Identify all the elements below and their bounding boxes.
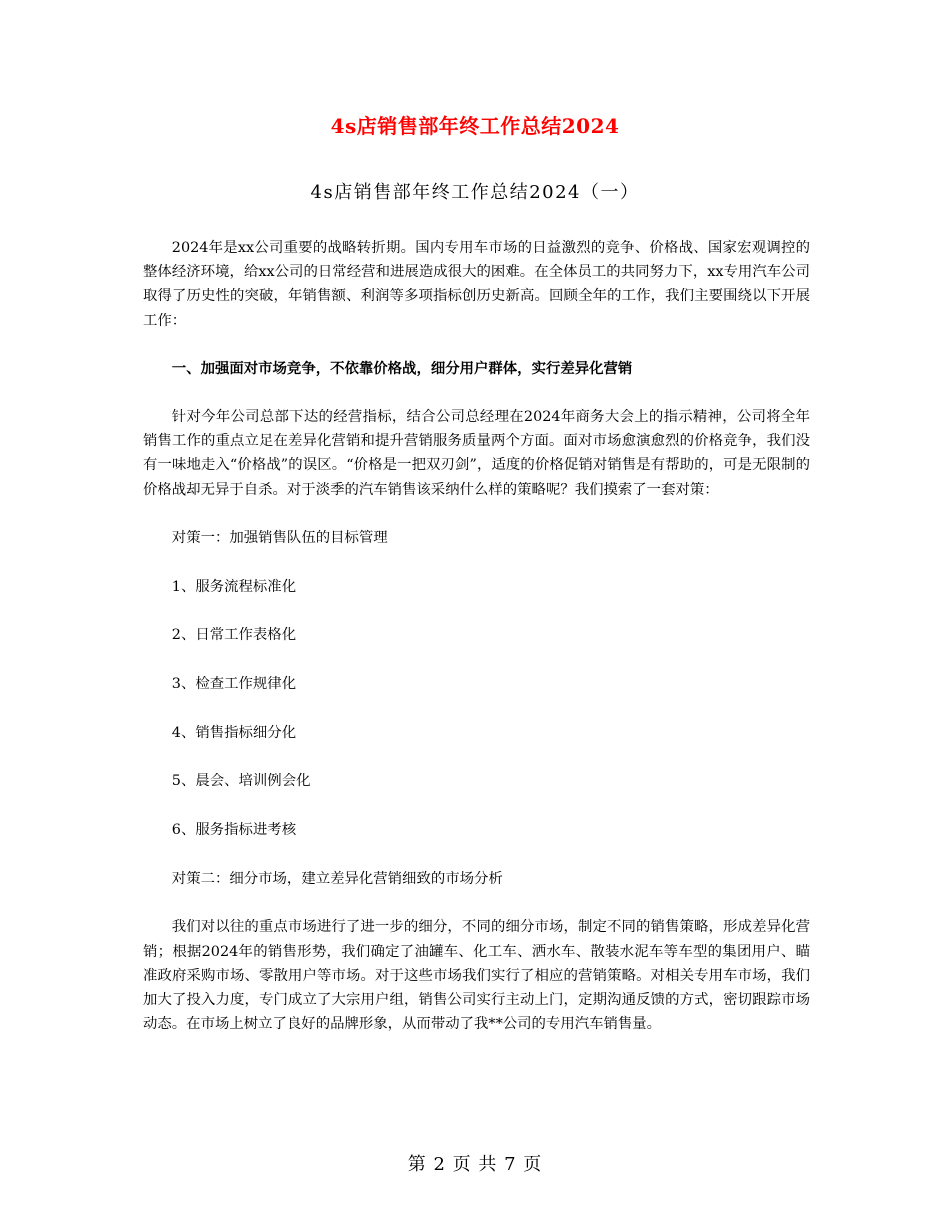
list-item: 4、销售指标细分化 xyxy=(171,724,297,741)
intro-paragraph: 2024年是xx公司重要的战略转折期。国内专用车市场的日益激烈的竞争、价格战、国家宏观调控的整体经济环境，给xx公司的日常经营和进展造成很大的困难。在全体员工的共同努力下，xx专用汽车公司取得了历史性的突破，年销售额、利润等多项指标创历史新高。回顾全年的工作，我们主要围绕以下开展工作： xyxy=(143,240,810,329)
list-item: 5、晨会、培训例会化 xyxy=(171,773,311,790)
list-item: 2、日常工作表格化 xyxy=(171,627,297,644)
section-body-paragraph: 针对今年公司总部下达的经营指标，结合公司总经理在2024年商务大会上的指示精神，公司将全年销售工作的重点立足在差异化营销和提升营销服务质量两个方面。面对市场愈演愈烈的价格竞争，我们没有一味地走入“价格战”的误区。“价格是一把双刃剑”，适度的价格促销对销售是有帮助的，可是无限制的价格战却无异于自杀。对于淡季的汽车销售该采纳什么样的策略呢？我们摸索了一套对策： xyxy=(143,409,810,498)
document-body xyxy=(143,236,810,1036)
strategy-heading: 对策二：细分市场，建立差异化营销细致的市场分析 xyxy=(171,870,503,887)
strategy-heading: 对策一：加强销售队伍的目标管理 xyxy=(171,529,388,546)
document-title: 4s店销售部年终工作总结2024 xyxy=(330,114,620,138)
closing-paragraph: 我们对以往的重点市场进行了进一步的细分，不同的细分市场，制定不同的销售策略，形成差异化营销；根据2024年的销售形势，我们确定了油罐车、化工车、洒水车、散装水泥车等车型的集团用户、瞄准政府采购市场、零散用户等市场。对于这些市场我们实行了相应的营销策略。对相关专用车市场，我们加大了投入力度，专门成立了大宗用户组，销售公司实行主动上门，定期沟通反馈的方式，密切跟踪市场动态。在市场上树立了良好的品牌形象，从而带动了我**公司的专用汽车销售量。 xyxy=(143,919,810,1033)
list-item: 3、检查工作规律化 xyxy=(171,675,297,692)
document-subtitle: 4s店销售部年终工作总结2024（一） xyxy=(310,182,640,203)
page-number-footer: 第 2 页 共 7 页 xyxy=(407,1154,543,1175)
list-item: 1、服务流程标准化 xyxy=(171,578,297,595)
section-heading: 一、加强面对市场竞争，不依靠价格战，细分用户群体，实行差异化营销 xyxy=(171,359,633,377)
list-item: 6、服务指标进考核 xyxy=(171,822,297,839)
